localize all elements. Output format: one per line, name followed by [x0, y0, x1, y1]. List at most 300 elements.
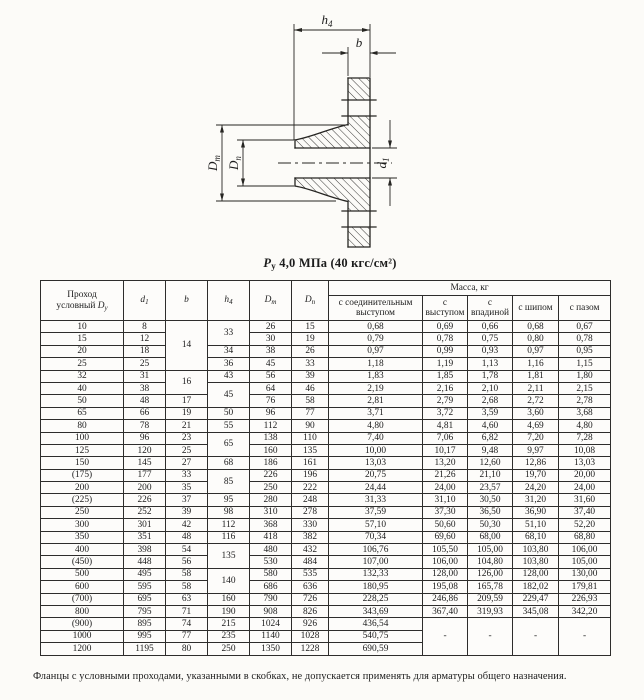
table-cell: 37 [166, 494, 208, 506]
table-cell: 228,25 [329, 593, 423, 605]
table-cell: (450) [41, 556, 124, 568]
table-cell: 1,83 [329, 370, 423, 382]
table-cell: 165,78 [468, 581, 513, 593]
table-cell: 138 [250, 432, 292, 444]
dim-label-b: b [355, 35, 363, 50]
table-cell: 20 [41, 345, 124, 357]
table-row [41, 593, 611, 605]
table-cell: 66 [124, 407, 166, 419]
hatched-sections [295, 78, 370, 247]
table-cell: 50,60 [423, 519, 468, 531]
table-cell: 926 [292, 618, 329, 630]
table-cell: 4,80 [559, 420, 611, 432]
table-cell: 180,95 [329, 581, 423, 593]
table-cell: 69,60 [423, 531, 468, 543]
flange-outline [295, 78, 376, 247]
table-cell: 24,00 [423, 482, 468, 494]
table-cell: 106,00 [559, 544, 611, 556]
table-row [41, 321, 611, 333]
mass-subheader-ledge: с выступом [423, 296, 468, 321]
table-row [41, 568, 611, 580]
table-cell: 46 [292, 382, 329, 394]
table-cell: 250 [250, 482, 292, 494]
table-cell: 726 [292, 593, 329, 605]
table-cell: 1195 [124, 643, 166, 655]
table-cell: 0,93 [468, 345, 513, 357]
table-cell: 106,00 [423, 556, 468, 568]
table-cell: 105,00 [468, 544, 513, 556]
table-cell: 7,06 [423, 432, 468, 444]
table-cell: 70,34 [329, 531, 423, 543]
table-cell: 252 [124, 506, 166, 518]
table-cell: 58 [166, 568, 208, 580]
table-cell: 351 [124, 531, 166, 543]
table-cell: 52,20 [559, 519, 611, 531]
table-cell: 68,10 [513, 531, 559, 543]
table-cell: 1024 [250, 618, 292, 630]
table-cell: 145 [124, 457, 166, 469]
table-cell: 12,86 [513, 457, 559, 469]
table-cell: 1,19 [423, 358, 468, 370]
table-row [41, 469, 611, 481]
table-cell: 58 [292, 395, 329, 407]
table-cell: 0,68 [513, 321, 559, 333]
table-cell: 24,20 [513, 482, 559, 494]
table-cell: 20,75 [329, 469, 423, 481]
table-cell: 2,11 [513, 382, 559, 394]
table-cell: 106,76 [329, 544, 423, 556]
table-cell: 74 [166, 618, 208, 630]
table-cell: 21,10 [468, 469, 513, 481]
table-cell: 135 [208, 544, 250, 569]
table-cell: 48 [166, 531, 208, 543]
table-cell: 0,67 [559, 321, 611, 333]
table-cell: 10,08 [559, 444, 611, 456]
table-cell: 27 [166, 457, 208, 469]
table-row [41, 420, 611, 432]
table-row [41, 345, 611, 357]
dimension-arrows [220, 28, 392, 201]
table-cell: 7,40 [329, 432, 423, 444]
col-header-h4: $h_4$ [208, 281, 250, 321]
table-cell: 3,68 [559, 407, 611, 419]
table-cell: 25 [124, 358, 166, 370]
table-cell: 1200 [41, 643, 124, 655]
table-cell: 436,54 [329, 618, 423, 630]
table-cell: 0,80 [513, 333, 559, 345]
table-cell: 30 [250, 333, 292, 345]
table-cell: 31,60 [559, 494, 611, 506]
table-cell: 17 [166, 395, 208, 407]
table-cell: 4,80 [329, 420, 423, 432]
table-cell: 280 [250, 494, 292, 506]
table-cell: 600 [41, 581, 124, 593]
table-cell: 65 [208, 432, 250, 457]
table-cell: 10 [41, 321, 124, 333]
table-cell: 15 [41, 333, 124, 345]
table-cell: 246,86 [423, 593, 468, 605]
table-cell: 343,69 [329, 605, 423, 617]
table-cell: 215 [208, 618, 250, 630]
table-cell: 4,69 [513, 420, 559, 432]
table-cell: 57,10 [329, 519, 423, 531]
table-cell: 105,00 [559, 556, 611, 568]
table-cell: 39 [166, 506, 208, 518]
table-cell: 10,17 [423, 444, 468, 456]
table-cell: 250 [208, 643, 250, 655]
table-cell: 63 [166, 593, 208, 605]
table-cell: 13,03 [329, 457, 423, 469]
table-cell: 36 [208, 358, 250, 370]
table-cell: 500 [41, 568, 124, 580]
table-row [41, 494, 611, 506]
table-cell: 995 [124, 630, 166, 642]
table-body [41, 321, 611, 656]
table-cell: 25 [166, 444, 208, 456]
table-cell: 540,75 [329, 630, 423, 642]
table-cell: 125 [41, 444, 124, 456]
table-cell: 30,50 [468, 494, 513, 506]
table-row [41, 358, 611, 370]
table-cell: 448 [124, 556, 166, 568]
dim-label-d1: $d_1$ [374, 157, 391, 169]
table-cell: 16 [166, 370, 208, 395]
table-cell: 179,81 [559, 581, 611, 593]
table-cell: 300 [41, 519, 124, 531]
table-cell: 8 [124, 321, 166, 333]
table-cell: 382 [292, 531, 329, 543]
table-cell: 26 [250, 321, 292, 333]
table-cell: 98 [208, 506, 250, 518]
table-cell: 1,81 [513, 370, 559, 382]
table-cell: 1140 [250, 630, 292, 642]
table-cell: 112 [208, 519, 250, 531]
table-cell: 1,78 [468, 370, 513, 382]
table-cell: 80 [166, 643, 208, 655]
table-cell: 77 [292, 407, 329, 419]
table-row [41, 407, 611, 419]
table-cell: 31 [124, 370, 166, 382]
table-cell: 13,03 [559, 457, 611, 469]
col-header-dy: Проход условный $D_у$ [41, 281, 124, 321]
table-cell: 186 [250, 457, 292, 469]
table-cell: 0,68 [329, 321, 423, 333]
dim-label-dn: $D_n$ [226, 156, 243, 170]
table-cell: 21 [166, 420, 208, 432]
table-cell: 37,40 [559, 506, 611, 518]
table-cell: 2,16 [423, 382, 468, 394]
table-cell: 229,47 [513, 593, 559, 605]
table-cell: 484 [292, 556, 329, 568]
table-cell: 36,50 [468, 506, 513, 518]
table-cell: 55 [208, 420, 250, 432]
table-cell: 2,72 [513, 395, 559, 407]
mass-subheader-tenon: с шипом [513, 296, 559, 321]
table-cell: 530 [250, 556, 292, 568]
table-cell: 1028 [292, 630, 329, 642]
table-cell: 24,00 [559, 482, 611, 494]
table-cell: 43 [208, 370, 250, 382]
table-cell: 418 [250, 531, 292, 543]
table-cell: 2,81 [329, 395, 423, 407]
table-cell: - [513, 618, 559, 655]
table-cell: 4,60 [468, 420, 513, 432]
table-cell: 0,97 [513, 345, 559, 357]
table-cell: 19 [166, 407, 208, 419]
table-cell: 33 [166, 469, 208, 481]
table-cell: 112 [250, 420, 292, 432]
table-cell: 128,00 [513, 568, 559, 580]
table-cell: 56 [166, 556, 208, 568]
table-cell: 31,10 [423, 494, 468, 506]
table-cell: 37,30 [423, 506, 468, 518]
table-cell: 45 [208, 382, 250, 407]
table-cell: 76 [250, 395, 292, 407]
mass-group-header: Масса, кг [329, 281, 611, 296]
mass-subheader-connecting-ledge: с соединительным выступом [329, 296, 423, 321]
table-cell: 95 [208, 494, 250, 506]
table-cell: - [423, 618, 468, 655]
pressure-title: $P_у$ 4,0 МПа (40 кгс/см²) [263, 256, 397, 271]
table-row [41, 556, 611, 568]
table-cell: 120 [124, 444, 166, 456]
table-cell: 0,78 [423, 333, 468, 345]
table-row [41, 519, 611, 531]
table-cell: 161 [292, 457, 329, 469]
table-row [41, 333, 611, 345]
table-cell: - [559, 618, 611, 655]
table-cell: 795 [124, 605, 166, 617]
table-cell: 140 [208, 568, 250, 593]
table-cell: 195,08 [423, 581, 468, 593]
table-cell: 64 [250, 382, 292, 394]
table-cell: 3,71 [329, 407, 423, 419]
table-cell: 100 [41, 432, 124, 444]
table-cell: 319,93 [468, 605, 513, 617]
table-cell: 78 [124, 420, 166, 432]
table-row [41, 432, 611, 444]
table-cell: 800 [41, 605, 124, 617]
table-cell: 248 [292, 494, 329, 506]
table-cell: 2,19 [329, 382, 423, 394]
table-cell: 35 [166, 482, 208, 494]
table-cell: 68,80 [559, 531, 611, 543]
table-row [41, 482, 611, 494]
table-cell: 132,33 [329, 568, 423, 580]
table-cell: 0,79 [329, 333, 423, 345]
table-cell: 31,33 [329, 494, 423, 506]
table-cell: 177 [124, 469, 166, 481]
table-cell: 107,00 [329, 556, 423, 568]
table-cell: 1,15 [559, 358, 611, 370]
table-cell: 0,95 [559, 345, 611, 357]
table-row [41, 370, 611, 382]
table-cell: 0,69 [423, 321, 468, 333]
footnote: Фланцы с условными проходами, указанными в скобках, не допускается применять для арматуры общего назначения. [33, 671, 567, 682]
table-cell: 226,93 [559, 593, 611, 605]
table-cell: 1000 [41, 630, 124, 642]
table-cell: 1,13 [468, 358, 513, 370]
table-cell: 58 [166, 581, 208, 593]
table-cell: 908 [250, 605, 292, 617]
table-cell: 160 [250, 444, 292, 456]
table-row [41, 457, 611, 469]
table-row [41, 605, 611, 617]
table-cell: 37,59 [329, 506, 423, 518]
table-cell: 103,80 [513, 556, 559, 568]
table-cell: 90 [292, 420, 329, 432]
table-cell: 80 [41, 420, 124, 432]
table-cell: 38 [250, 345, 292, 357]
table-cell: 480 [250, 544, 292, 556]
table-cell: 126,00 [468, 568, 513, 580]
table-cell: 128,00 [423, 568, 468, 580]
table-row [41, 618, 611, 630]
table-cell: 1,18 [329, 358, 423, 370]
table-cell: 160 [208, 593, 250, 605]
table-cell: 12 [124, 333, 166, 345]
table-cell: 33 [292, 358, 329, 370]
table-cell: 71 [166, 605, 208, 617]
table-cell: 45 [250, 358, 292, 370]
table-cell: 32 [41, 370, 124, 382]
dim-label-h4: $h_4$ [321, 12, 333, 29]
table-cell: 15 [292, 321, 329, 333]
table-cell: 1,85 [423, 370, 468, 382]
table-cell: 342,20 [559, 605, 611, 617]
table-cell: 20,00 [559, 469, 611, 481]
table-cell: 330 [292, 519, 329, 531]
table-cell: 104,80 [468, 556, 513, 568]
table-row [41, 395, 611, 407]
table-cell: 398 [124, 544, 166, 556]
table-cell: 13,20 [423, 457, 468, 469]
table-cell: 222 [292, 482, 329, 494]
table-row [41, 531, 611, 543]
table-cell: 23,57 [468, 482, 513, 494]
table-cell: 0,66 [468, 321, 513, 333]
table-cell: 130,00 [559, 568, 611, 580]
table-cell: 2,10 [468, 382, 513, 394]
table-cell: 182,02 [513, 581, 559, 593]
table-cell: 105,50 [423, 544, 468, 556]
table-cell: 895 [124, 618, 166, 630]
table-cell: 2,79 [423, 395, 468, 407]
mass-subheader-recess: с впадиной [468, 296, 513, 321]
table-cell: (225) [41, 494, 124, 506]
dim-label-dm: $D_m$ [205, 155, 222, 171]
table-cell: - [468, 618, 513, 655]
table-cell: 50,30 [468, 519, 513, 531]
table-cell: 14 [166, 321, 208, 371]
table-cell: 3,60 [513, 407, 559, 419]
table-cell: 226 [250, 469, 292, 481]
table-cell: 368 [250, 519, 292, 531]
table-cell: 150 [41, 457, 124, 469]
table-cell: 226 [124, 494, 166, 506]
table-cell: 18 [124, 345, 166, 357]
table-cell: 301 [124, 519, 166, 531]
col-header-dn: $D_n$ [292, 281, 329, 321]
table-cell: 2,15 [559, 382, 611, 394]
table-cell: 7,28 [559, 432, 611, 444]
table-cell: 135 [292, 444, 329, 456]
table-cell: 345,08 [513, 605, 559, 617]
table-cell: 190 [208, 605, 250, 617]
table-cell: 826 [292, 605, 329, 617]
table-cell: 77 [166, 630, 208, 642]
table-cell: 38 [124, 382, 166, 394]
table-cell: 580 [250, 568, 292, 580]
table-cell: 3,72 [423, 407, 468, 419]
table-cell: 51,10 [513, 519, 559, 531]
table-cell: 34 [208, 345, 250, 357]
table-row [41, 382, 611, 394]
mass-subheader-groove: с пазом [559, 296, 611, 321]
table-cell: 2,78 [559, 395, 611, 407]
table-cell: 595 [124, 581, 166, 593]
table-cell: 686 [250, 581, 292, 593]
table-cell: 50 [41, 395, 124, 407]
table-cell: 25 [41, 358, 124, 370]
table-cell: 310 [250, 506, 292, 518]
table-cell: 54 [166, 544, 208, 556]
col-header-b: b [166, 281, 208, 321]
table-cell: 7,20 [513, 432, 559, 444]
table-cell: 200 [41, 482, 124, 494]
table-cell: 48 [124, 395, 166, 407]
table-cell: 432 [292, 544, 329, 556]
table-cell: 36,90 [513, 506, 559, 518]
table-cell: 250 [41, 506, 124, 518]
table-cell: 0,75 [468, 333, 513, 345]
table-cell: 56 [250, 370, 292, 382]
col-header-dm: $D_m$ [250, 281, 292, 321]
table-cell: 0,78 [559, 333, 611, 345]
table-cell: 12,60 [468, 457, 513, 469]
table-cell: 33 [208, 321, 250, 346]
table-cell: 0,99 [423, 345, 468, 357]
table-cell: 495 [124, 568, 166, 580]
table-cell: 400 [41, 544, 124, 556]
table-row [41, 581, 611, 593]
table-cell: 50 [208, 407, 250, 419]
table-cell: (900) [41, 618, 124, 630]
table-cell: 65 [41, 407, 124, 419]
table-cell: 200 [124, 482, 166, 494]
table-cell: 636 [292, 581, 329, 593]
table-cell: 209,59 [468, 593, 513, 605]
col-header-d1: $d_1$ [124, 281, 166, 321]
table-cell: 40 [41, 382, 124, 394]
table-cell: 196 [292, 469, 329, 481]
table-cell: 85 [208, 469, 250, 494]
table-cell: 2,68 [468, 395, 513, 407]
table-cell: 367,40 [423, 605, 468, 617]
table-cell: 10,00 [329, 444, 423, 456]
table-cell: 535 [292, 568, 329, 580]
table-cell: 690,59 [329, 643, 423, 655]
table-cell: 96 [250, 407, 292, 419]
table-row [41, 544, 611, 556]
table-cell: 19,70 [513, 469, 559, 481]
table-cell: 1,16 [513, 358, 559, 370]
table-cell: 23 [166, 432, 208, 444]
table-cell: (700) [41, 593, 124, 605]
table-cell: 1,80 [559, 370, 611, 382]
table-cell: 1228 [292, 643, 329, 655]
table-cell: 116 [208, 531, 250, 543]
